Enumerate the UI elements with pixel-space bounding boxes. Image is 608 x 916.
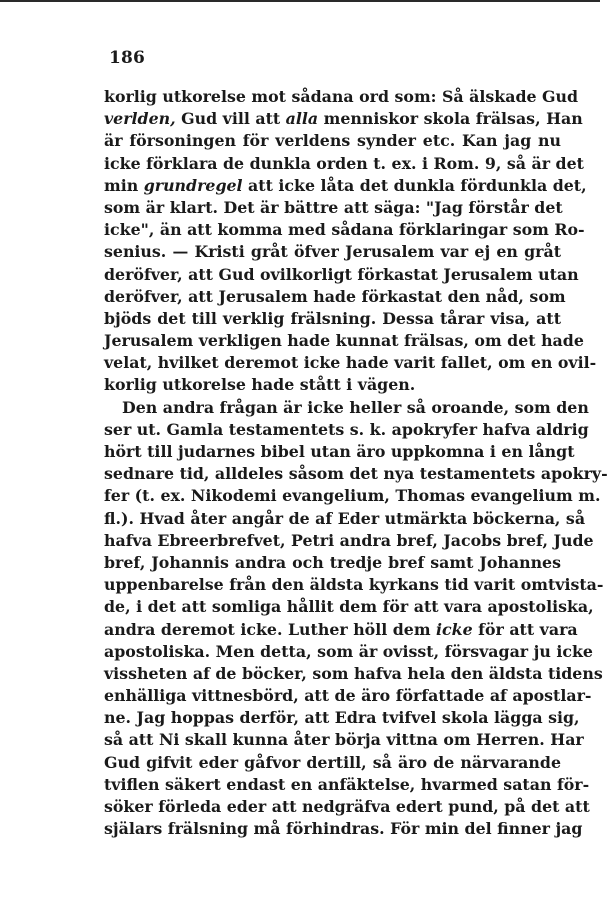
text-line — [104, 619, 578, 641]
text-line — [104, 241, 561, 263]
text-line — [104, 219, 585, 241]
text-line — [104, 86, 579, 108]
text-segment: söker förleda eder att nedgräfva edert pund, på det att — [104, 797, 590, 816]
text-line — [104, 796, 590, 818]
text-line — [104, 774, 590, 796]
text-line — [104, 552, 561, 574]
text-line — [104, 330, 584, 352]
text-segment: enhälliga vittnesbörd, att de äro författade af apostlar- — [104, 686, 592, 706]
text-line — [104, 596, 594, 618]
text-segment: senius. — Kristi gråt öfver Jerusalem var ej en gråt — [104, 242, 561, 262]
paragraph — [104, 397, 608, 841]
text-line — [104, 574, 604, 596]
paragraph — [104, 86, 597, 397]
text-segment: själars frälsning må förhindras. För min del finner jag — [104, 819, 583, 839]
text-line — [104, 463, 608, 485]
text-line — [104, 729, 584, 751]
text-segment: uppenbarelse från den äldsta kyrkans tid varit omtvista- — [104, 575, 604, 595]
text-segment: bref, Johannis andra och tredje bref samt Johannes — [104, 552, 561, 572]
text-segment: icke", än att komma med sådana förklaringar som Ro- — [104, 220, 585, 240]
text-segment: för att vara — [472, 619, 578, 639]
top-rule — [0, 0, 600, 2]
text-segment: apostoliska. Men detta, som är ovisst, försvagar ju icke — [104, 641, 593, 661]
text-line — [104, 153, 584, 175]
text-segment: Gud gifvit eder gåfvor dertill, så äro de närvarande — [104, 752, 561, 772]
text-segment: hafva Ebreerbrefvet, Petri andra bref, Jacobs bref, Jude — [104, 530, 594, 550]
italic-text: alla — [285, 109, 319, 129]
body-text — [104, 86, 608, 840]
text-segment: fl.). Hvad åter angår de af Eder utmärkta böckerna, så — [104, 508, 586, 528]
text-segment: min — [104, 175, 144, 195]
text-line — [104, 397, 589, 419]
text-line — [104, 374, 561, 396]
text-line — [104, 352, 597, 374]
text-segment: deröfver, att Gud ovilkorligt förkastat Jerusalem utan — [104, 264, 579, 284]
text-line — [104, 108, 583, 130]
text-segment: korlig utkorelse mot sådana ord som: Så älskade Gud — [104, 87, 579, 106]
text-segment: ne. Jag hoppas derför, att Edra tvifvel skola lägga sig, — [104, 708, 580, 728]
text-segment: Den andra frågan är icke heller så oroande, som den — [122, 397, 589, 417]
text-segment: andra deremot icke. Luther höll dem — [104, 619, 437, 639]
text-line — [104, 663, 603, 685]
text-segment: Gud vill att — [175, 109, 286, 129]
italic-text: grundregel — [143, 175, 243, 195]
text-segment: velat, hvilket deremot icke hade varit fallet, om en ovil- — [104, 353, 597, 373]
text-segment: fer (t. ex. Nikodemi evangelium, Thomas evangelium m. — [104, 486, 601, 506]
text-segment: menniskor skola frälsas, Han — [318, 109, 583, 129]
text-line — [104, 175, 587, 197]
text-line — [104, 707, 580, 729]
text-line — [104, 485, 601, 507]
text-segment: de, i det att somliga hållit dem för att vara apostoliska, — [104, 597, 594, 617]
text-segment: Jerusalem verkligen hade kunnat frälsas, om det hade — [104, 331, 584, 351]
text-line — [104, 685, 592, 707]
text-segment: är försoningen för verldens synder etc. Kan jag nu — [104, 131, 561, 151]
text-segment: deröfver, att Jerusalem hade förkastat den nåd, som — [104, 286, 566, 306]
italic-text: verlden, — [104, 109, 176, 129]
text-segment: korlig utkorelse hade stått i vägen. — [104, 375, 416, 395]
text-segment: bjöds det till verklig frälsning. Dessa tårar visa, att — [104, 308, 561, 328]
text-line — [104, 197, 561, 219]
text-segment: sednare tid, alldeles såsom det nya testamentets apokry- — [104, 464, 608, 484]
text-line — [104, 308, 561, 330]
text-line — [104, 264, 579, 286]
text-line — [104, 641, 593, 663]
text-segment: tviflen säkert endast en anfäktelse, hvarmed satan för- — [104, 774, 590, 794]
text-segment: ser ut. Gamla testamentets s. k. apokryfer hafva aldrig — [104, 419, 589, 439]
text-line — [104, 752, 561, 774]
text-segment: så att Ni skall kunna åter börja vittna om Herren. Har — [104, 730, 584, 750]
italic-text: icke — [436, 619, 473, 639]
text-segment: vissheten af de böcker, som hafva hela den äldsta tidens — [104, 663, 603, 683]
text-segment: att icke låta det dunkla fördunkla det, — [242, 175, 587, 195]
page-number: 186 — [109, 48, 146, 68]
text-segment: icke förklara de dunkla orden t. ex. i Rom. 9, så är det — [104, 153, 584, 173]
text-segment: hört till judarnes bibel utan äro uppkomna i en långt — [104, 442, 575, 461]
text-line — [104, 441, 575, 463]
text-line — [104, 286, 566, 308]
text-line — [104, 818, 583, 840]
text-line — [104, 530, 594, 552]
text-line — [104, 508, 586, 530]
text-line — [104, 130, 561, 152]
text-segment: som är klart. Det är bättre att säga: "Jag förstår det — [104, 197, 563, 217]
text-line — [104, 419, 589, 441]
